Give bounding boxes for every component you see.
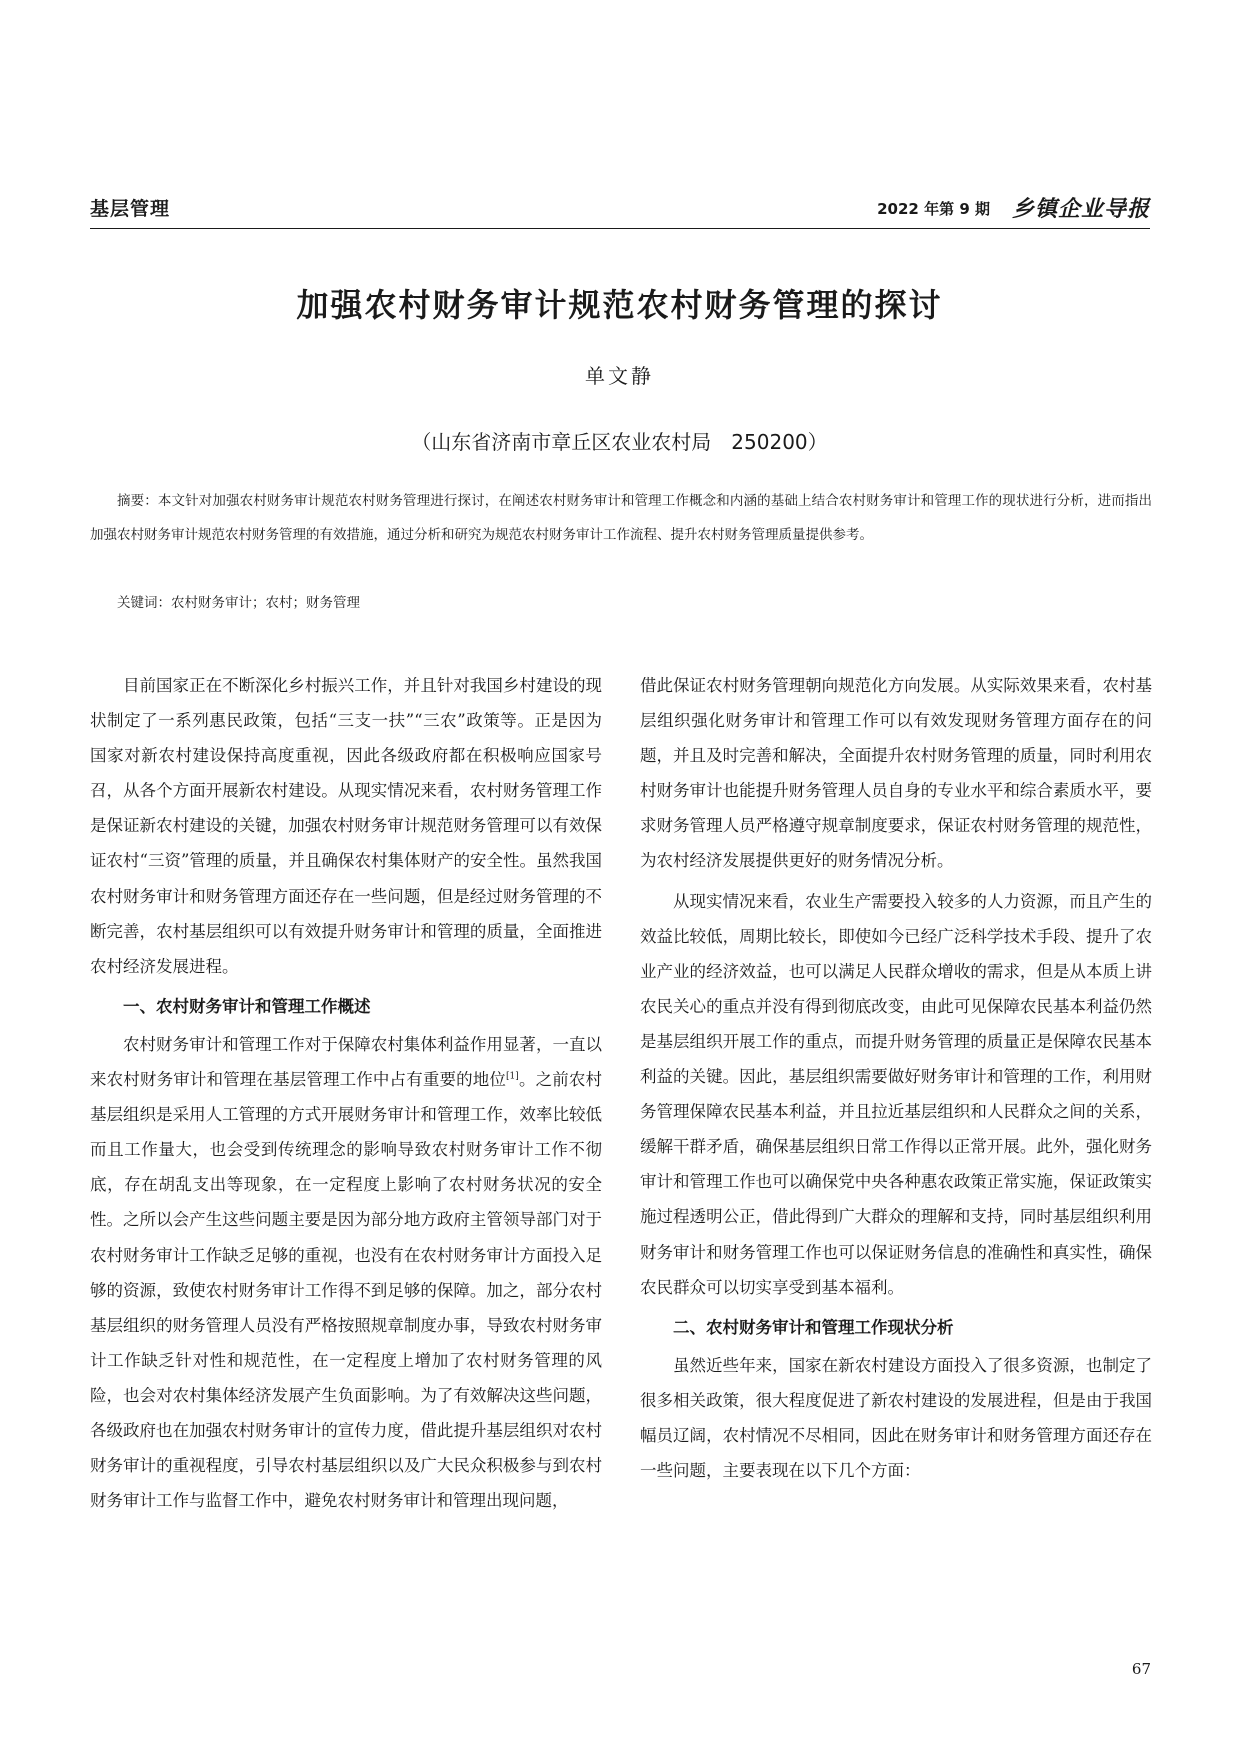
- citation-marker: [1]: [506, 1071, 519, 1082]
- right-column: [640, 668, 1152, 1493]
- header-right: [877, 192, 1150, 223]
- section-label: 基层管理: [90, 198, 171, 220]
- keywords: 关键词：农村财务审计；农村；财务管理: [117, 595, 360, 611]
- issue-label: 2022 年第 9 期: [877, 200, 990, 218]
- journal-logo: 乡镇企业导报: [1011, 197, 1150, 222]
- running-header: [90, 192, 1150, 229]
- paragraph: 虽然近些年来，国家在新农村建设方面投入了很多资源，也制定了很多相关政策，很大程度促进了新农村建设的发展进程，但是由于我国幅员辽阔，农村情况不尽相同，因此在财务审计和财务管理方面还存在一些问题，主要表现在以下几个方面：: [640, 1355, 1152, 1481]
- paragraph-text: 。之前农村基层组织是采用人工管理的方式开展财务审计和管理工作，效率比较低而且工作量大，也会受到传统理念的影响导致农村财务审计工作不彻底，存在胡乱支出等现象，在一定程度上影响了农村财务状况的安全性。之所以会产生这些问题主要是因为部分地方政府主管领导部门对于农村财务审计工作缺乏足够的重视，也没有在农村财务审计方面投入足够的资源，致使农村财务审计工作得不到足够的保障。加之，部分农村基层组织的财务管理人员没有严格按照规章制度办事，导致农村财务审计工作缺乏针对性和规范性，在一定程度上增加了农村财务管理的风险，也会对农村集体经济发展产生负面影响。为了有效解决这些问题，各级政府也在加强农村财务审计的宣传力度，借此提升基层组织对农村财务审计的重视程度，引导农村基层组织以及广大民众积极参与到农村财务审计工作与监督工作中，避免农村财务审计和管理出现问题，: [90, 1070, 603, 1511]
- paragraph: 目前国家正在不断深化乡村振兴工作，并且针对我国乡村建设的现状制定了一系列惠民政策，包括“三支一扶”“三农”政策等。正是因为国家对新农村建设保持高度重视，因此各级政府都在积极响应国家号召，从各个方面开展新农村建设。从现实情况来看，农村财务管理工作是保证新农村建设的关键，加强农村财务审计规范财务管理可以有效保证农村“三资”管理的质量，并且确保农村集体财产的安全性。虽然我国农村财务审计和财务管理方面还存在一些问题，但是经过财务管理的不断完善，农村基层组织可以有效提升财务审计和管理的质量，全面推进农村经济发展进程。: [90, 676, 602, 976]
- section-heading: 一、农村财务审计和管理工作概述: [123, 996, 371, 1016]
- article-title: 加强农村财务审计规范农村财务管理的探讨: [296, 286, 943, 324]
- paragraph: [90, 1027, 602, 1518]
- page-number: 67: [1131, 1660, 1151, 1678]
- left-column: [90, 668, 602, 1523]
- paragraph-text: 农村财务审计和管理工作对于保障农村集体利益作用显著，一直以来农村财务审计和管理在基层管理工作中占有重要的地位: [90, 1034, 602, 1090]
- author-name: 单文静: [585, 364, 654, 388]
- paragraph: 从现实情况来看，农业生产需要投入较多的人力资源，而且产生的效益比较低，周期比较长，即使如今已经广泛科学技术手段、提升了农业产业的经济效益，也可以满足人民群众增收的需求，但是从本质上讲农民关心的重点并没有得到彻底改变，由此可见保障农民基本利益仍然是基层组织开展工作的重点，而提升财务管理的质量正是保障农民基本利益的关键。因此，基层组织需要做好财务审计和管理的工作，利用财务管理保障农民基本利益，并且拉近基层组织和人民群众之间的关系，缓解干群矛盾，确保基层组织日常工作得以正常开展。此外，强化财务审计和管理工作也可以确保党中央各种惠农政策正常实施，保证政策实施过程透明公正，借此得到广大群众的理解和支持，同时基层组织利用财务审计和财务管理工作也可以保证财务信息的准确性和真实性，确保农民群众可以切实享受到基本福利。: [640, 891, 1152, 1297]
- paragraph-continued: 借此保证农村财务管理朝向规范化方向发展。从实际效果来看，农村基层组织强化财务审计和管理工作可以有效发现财务管理方面存在的问题，并且及时完善和解决，全面提升农村财务管理的质量，同时利用农村财务审计也能提升财务管理人员自身的专业水平和综合素质水平，要求财务管理人员严格遵守规章制度要求，保证农村财务管理的规范性，为农村经济发展提供更好的财务情况分析。: [640, 676, 1152, 871]
- abstract: 摘要：本文针对加强农村财务审计规范农村财务管理进行探讨，在阐述农村财务审计和管理工作概念和内涵的基础上结合农村财务审计和管理工作的现状进行分析，进而指出加强农村财务审计规范农村财务管理的有效措施，通过分析和研究为规范农村财务审计工作流程、提升农村财务管理质量提供参考。: [90, 493, 1152, 543]
- section-heading: 二、农村财务审计和管理工作现状分析: [673, 1317, 954, 1337]
- author-affiliation: （山东省济南市章丘区农业农村局 250200）: [411, 430, 828, 454]
